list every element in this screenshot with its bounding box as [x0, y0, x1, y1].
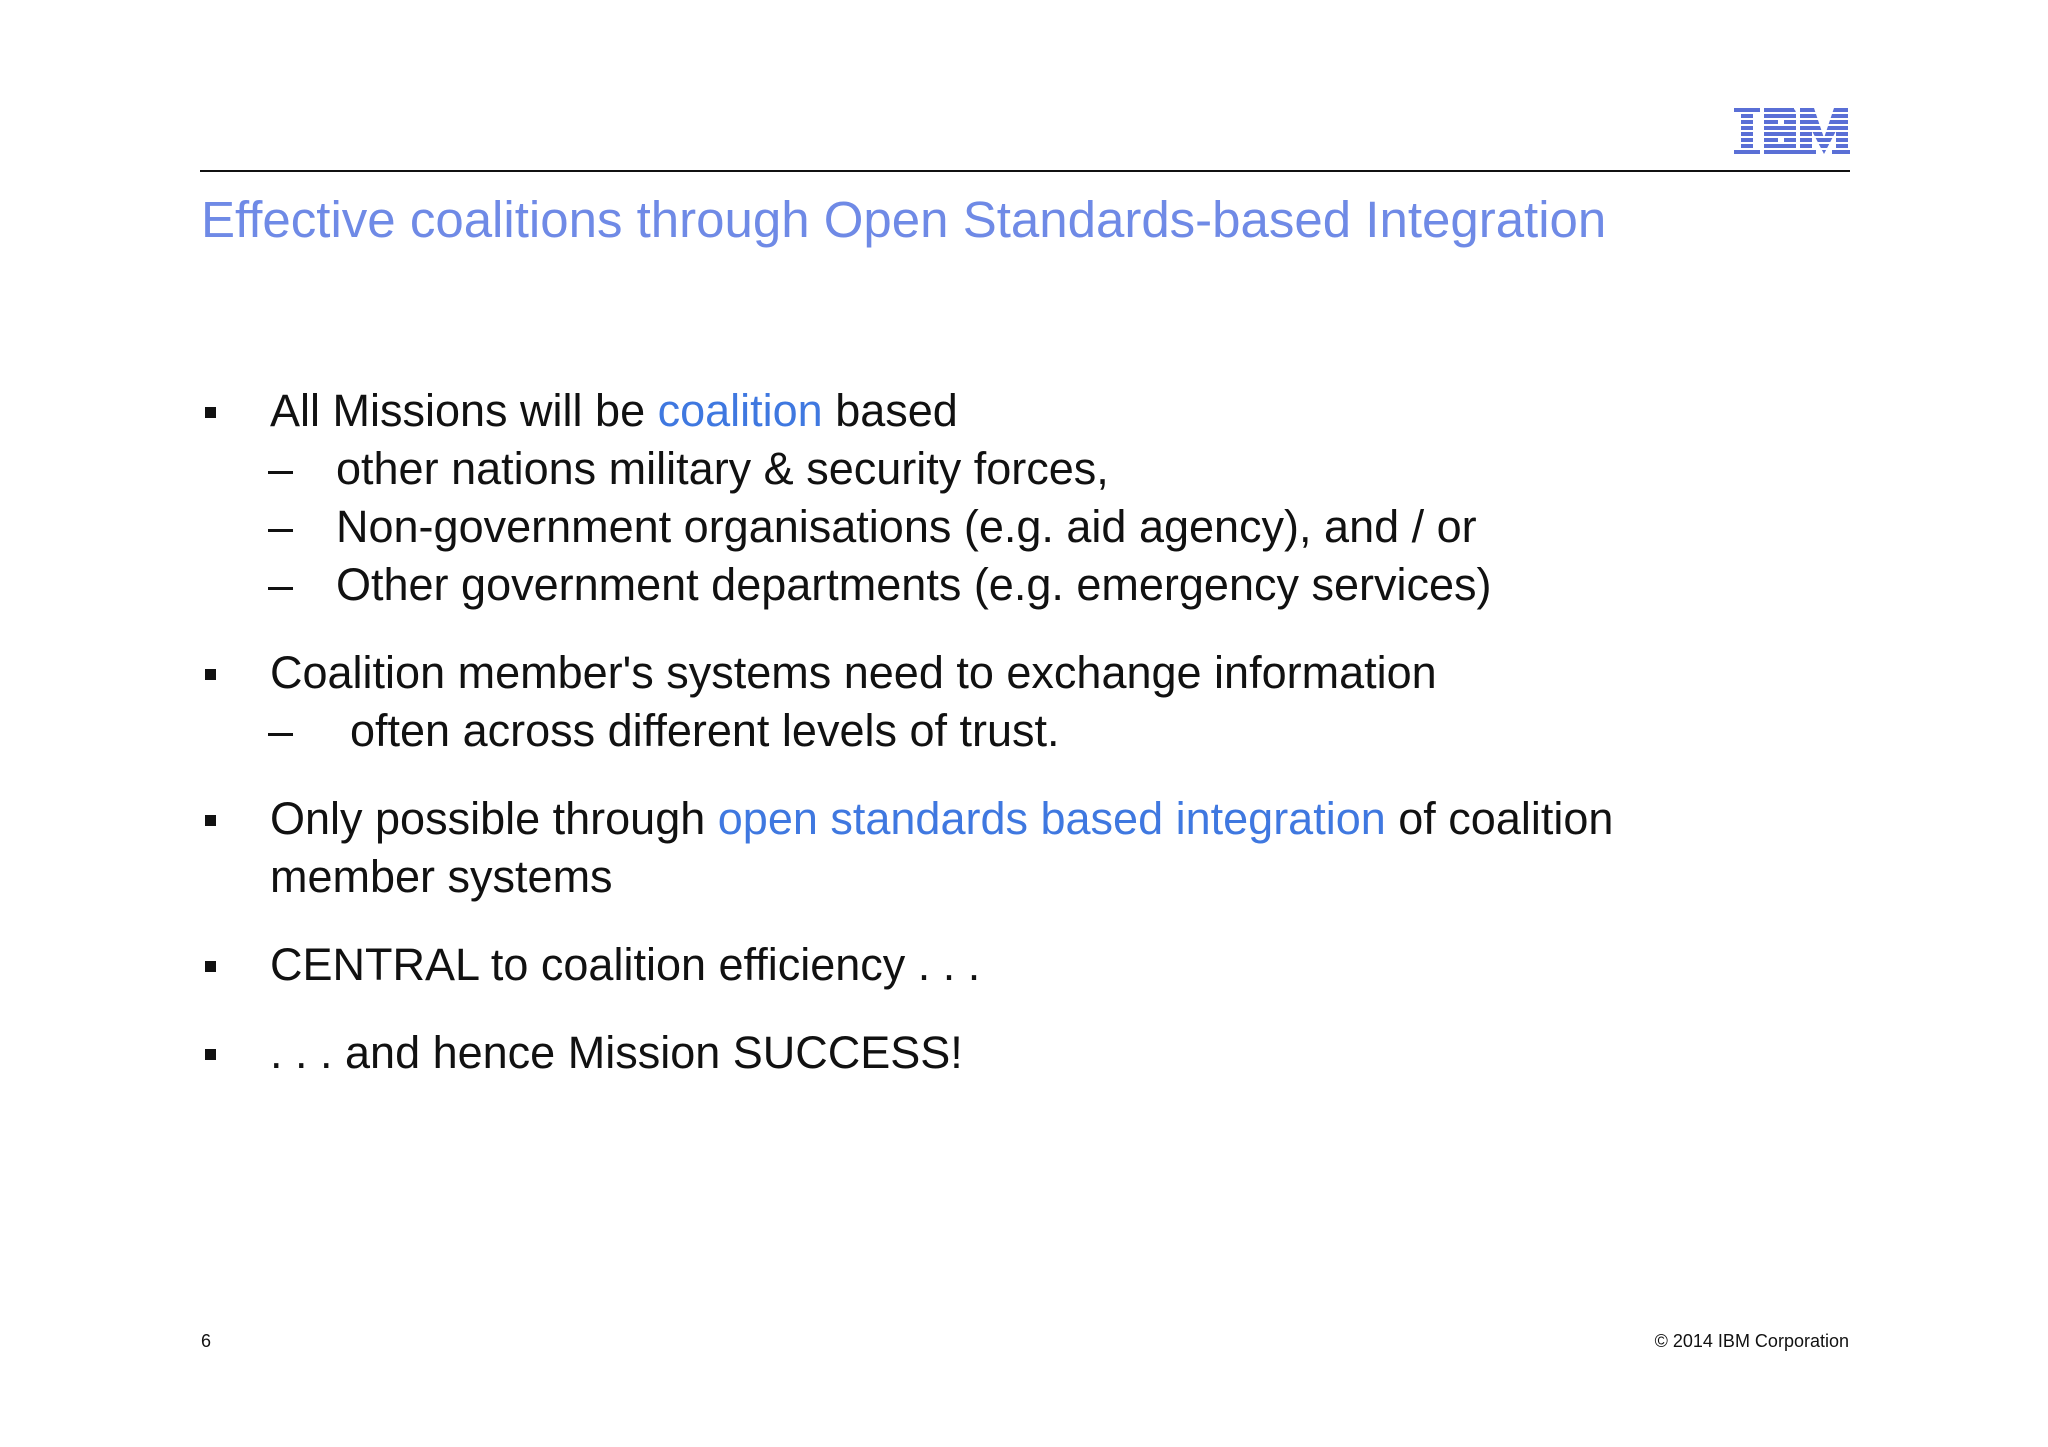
sub-item: [200, 702, 1760, 760]
bullet-text: . . . and hence Mission SUCCESS!: [270, 1027, 963, 1078]
copyright-notice: © 2014 IBM Corporation: [1654, 1331, 1849, 1351]
slide-title: Effective coalitions through Open Standards-based Integration: [201, 191, 1607, 248]
square-bullet-icon: [205, 669, 216, 680]
sub-item: [200, 556, 1760, 614]
highlight-text: open standards based integration: [717, 793, 1386, 844]
dash-bullet-icon: –: [268, 705, 294, 756]
sub-text: other nations military & security forces,: [336, 443, 1109, 494]
bullet-text: CENTRAL to coalition efficiency . . .: [270, 939, 981, 990]
bullet-text: Coalition member's systems need to exchange information: [270, 647, 1437, 698]
bullet-text: All Missions will be: [270, 385, 658, 436]
sub-item: [200, 440, 1760, 498]
square-bullet-icon: [205, 815, 216, 826]
sub-item: [200, 498, 1760, 556]
bullet-list: [200, 382, 1760, 1112]
highlight-text: coalition: [657, 385, 823, 436]
sub-list: [270, 440, 1760, 614]
ibm-logo: [1734, 108, 1850, 156]
square-bullet-icon: [205, 407, 216, 418]
bullet-text: Only possible through: [270, 793, 718, 844]
sub-list: [270, 702, 1760, 760]
bullet-item: [200, 790, 1760, 906]
dash-bullet-icon: –: [268, 501, 294, 552]
dash-bullet-icon: –: [268, 559, 294, 610]
square-bullet-icon: [205, 961, 216, 972]
page-number: 6: [201, 1331, 212, 1351]
sub-text: Non-government organisations (e.g. aid agency), and / or: [336, 501, 1477, 552]
sub-text: often across different levels of trust.: [350, 705, 1060, 756]
bullet-text: of coalition member systems: [270, 793, 1614, 902]
dash-bullet-icon: –: [268, 443, 294, 494]
sub-text: Other government departments (e.g. emergency services): [336, 559, 1492, 610]
bullet-text: based: [822, 385, 958, 436]
bullet-item: [200, 936, 1760, 994]
bullet-item: [200, 382, 1760, 614]
header-rule: [200, 170, 1850, 172]
square-bullet-icon: [205, 1049, 216, 1060]
bullet-item: [200, 1024, 1760, 1082]
bullet-item: [200, 644, 1760, 760]
